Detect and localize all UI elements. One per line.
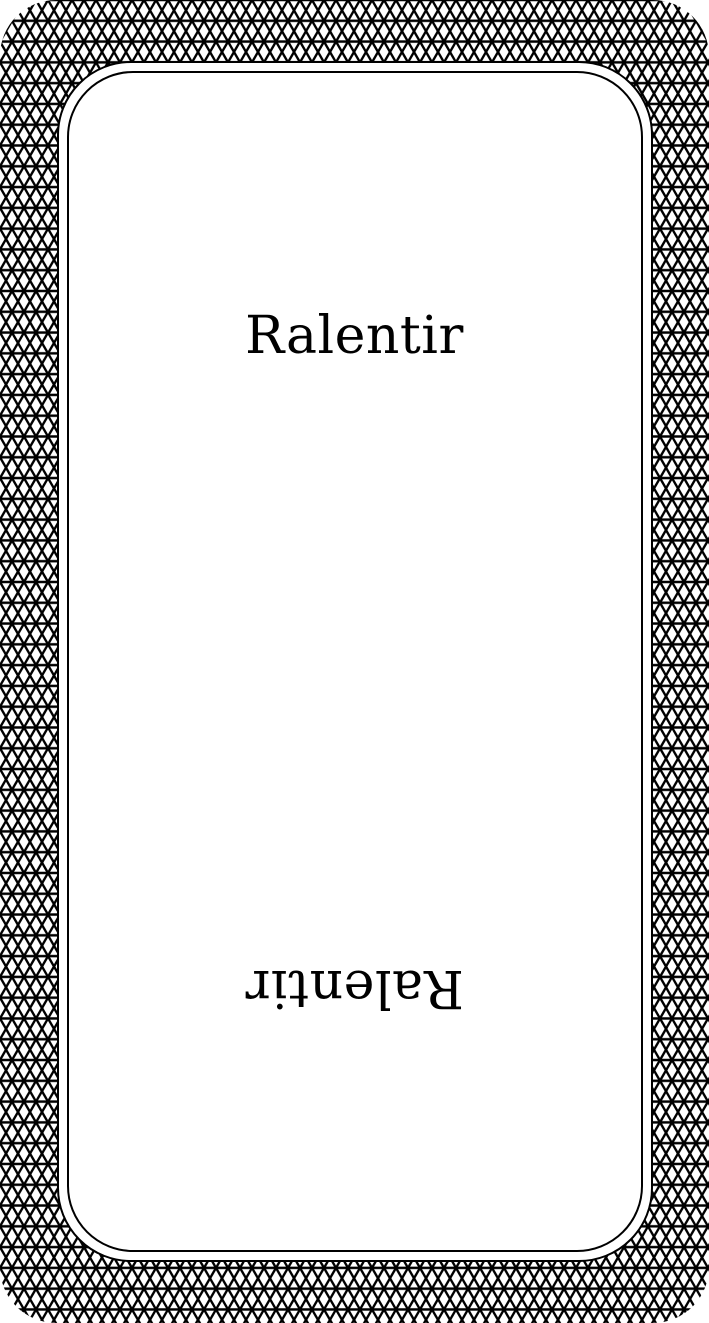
card-face-panel: [57, 61, 653, 1262]
card-title-bottom-inverted: Ralentir: [245, 958, 464, 1018]
card-title-top: Ralentir: [245, 306, 464, 366]
card-inner-border: [67, 71, 643, 1252]
